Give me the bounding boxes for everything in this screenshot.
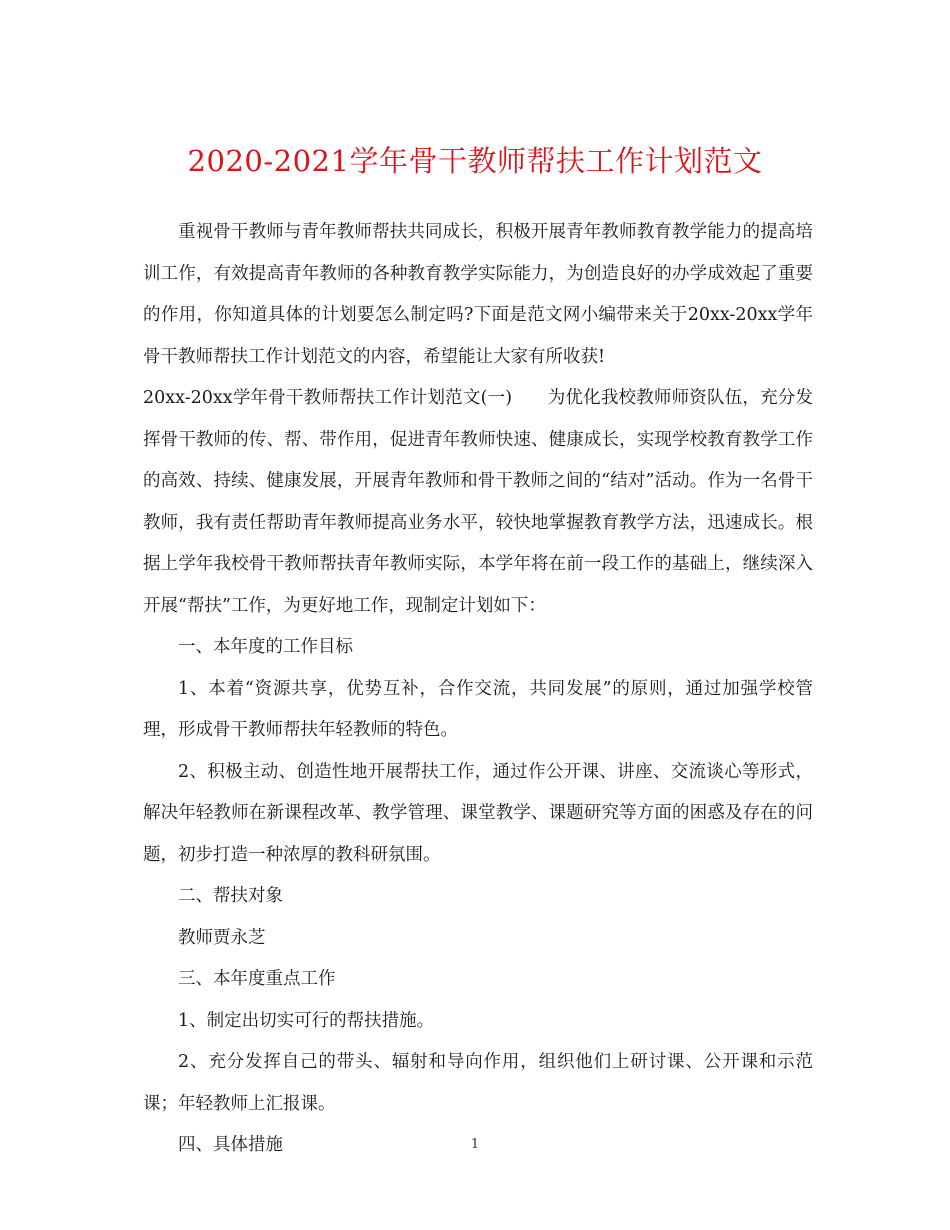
heading-measures: 四、具体措施 xyxy=(178,1135,283,1155)
document-title: 2020-2021学年骨干教师帮扶工作计划范文 xyxy=(187,144,763,178)
heading-goals: 一、本年度的工作目标 xyxy=(178,637,353,657)
document-body xyxy=(143,212,813,1167)
paragraph-target-teacher: 教师贾永芝 xyxy=(178,927,266,948)
paragraph-intro: 重视骨干教师与青年教师帮扶共同成长，积极开展青年教师教育教学能力的提高培训工作，有效提高青年教师的各种教育教学实际能力，为创造良好的办学成效起了重要的作用，你知道具体的计划要怎么制定吗?下面是范文网小编带来关于20xx-20xx学年骨干教师帮扶工作计划范文的内容，希望能让大家有所收获! xyxy=(143,222,813,367)
paragraph-goal-2: 2、积极主动、创造性地开展帮扶工作，通过作公开课、讲座、交流谈心等形式，解决年轻教师在新课程改革、教学管理、课堂教学、课题研究等方面的困惑及存在的问题，初步打造一种浓厚的教科研氛围。 xyxy=(143,761,813,865)
heading-targets: 二、帮扶对象 xyxy=(178,886,283,906)
paragraph-key-work-1: 1、制定出切实可行的帮扶措施。 xyxy=(178,1010,435,1031)
paragraph-plan-one: 20xx-20xx学年骨干教师帮扶工作计划范文(一) 为优化我校教师师资队伍，充分发挥骨干教师的传、帮、带作用，促进青年教师快速、健康成长，实现学校教育教学工作的高效、持续、健康发展，开展青年教师和骨干教师之间的“结对”活动。作为一名骨干教师，我有责任帮助青年教师提高业务水平，较快地掌握教育教学方法，迅速成长。根据上学年我校骨干教师帮扶青年教师实际，本学年将在前一段工作的基础上，继续深入开展“帮扶”工作，为更好地工作，现制定计划如下： xyxy=(143,388,813,616)
paragraph-key-work-2: 2、充分发挥自己的带头、辐射和导向作用，组织他们上研讨课、公开课和示范课；年轻教师上汇报课。 xyxy=(143,1052,813,1114)
heading-key-work: 三、本年度重点工作 xyxy=(178,969,336,989)
paragraph-goal-1: 1、本着“资源共享，优势互补，合作交流，共同发展”的原则，通过加强学校管理，形成骨干教师帮扶年轻教师的特色。 xyxy=(143,678,813,740)
page-number: 1 xyxy=(470,1137,480,1152)
